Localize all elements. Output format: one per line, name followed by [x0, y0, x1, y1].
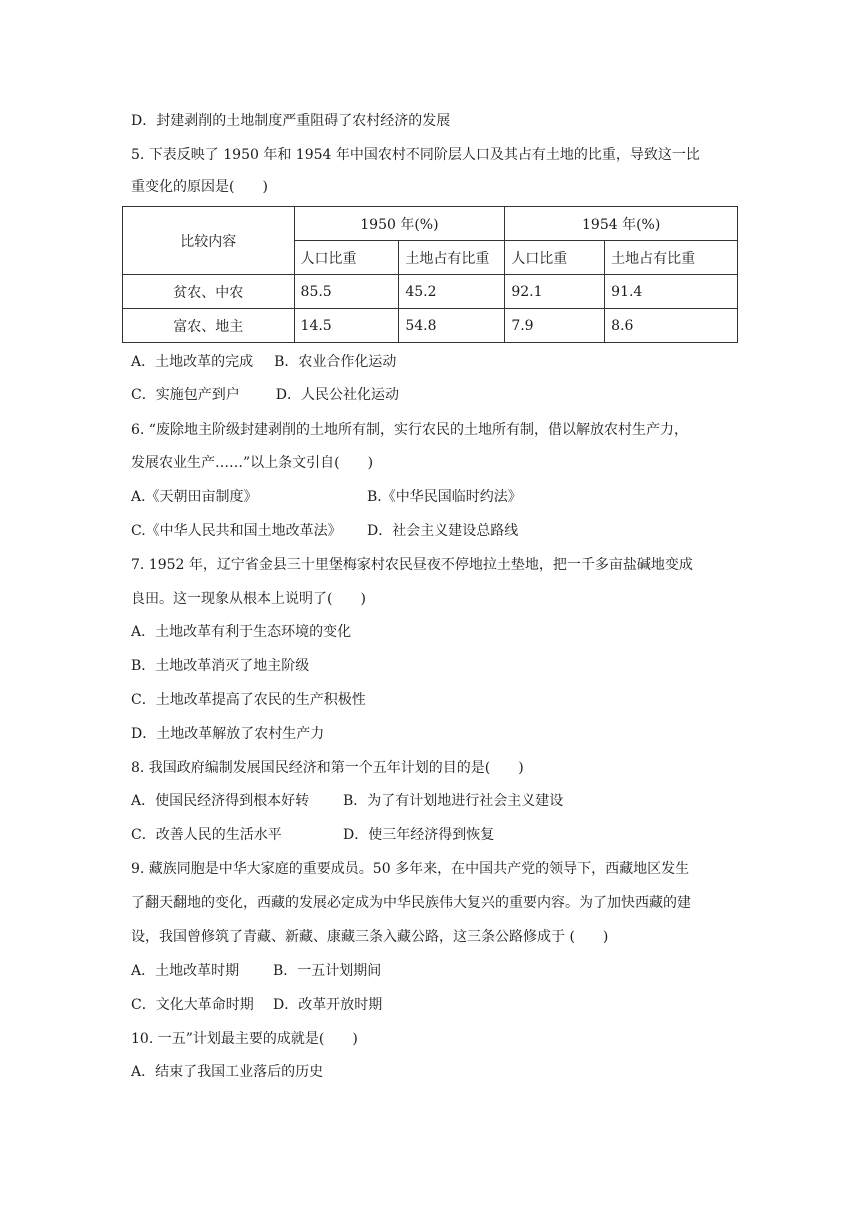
option-c: C．改善人民的生活水平 — [131, 827, 282, 843]
table-subheader: 人口比重 — [505, 241, 605, 275]
table-cell: 8.6 — [605, 309, 738, 343]
table-header-year: 1950 年(%) — [294, 207, 505, 241]
table-header-year: 1954 年(%) — [505, 207, 738, 241]
question-5-text: 5. 下表反映了 1950 年和 1954 年中国农村不同阶层人口及其占有土地的比重，导致这一比 — [131, 147, 700, 163]
option-a: A.《天朝田亩制度》 — [131, 489, 258, 505]
table-cell: 54.8 — [399, 309, 505, 343]
table-cell: 14.5 — [294, 309, 399, 343]
question-6-text-cont: 发展农业生产……”以上条文引自( ) — [131, 455, 374, 471]
option-b: B.《中华民国临时约法》 — [367, 489, 522, 505]
question-9-text-cont: 设，我国曾修筑了青藏、新藏、康藏三条入藏公路，这三条公路修成于 ( ) — [131, 929, 609, 945]
table-row — [123, 309, 738, 343]
option-d: D．使三年经济得到恢复 — [343, 827, 495, 843]
option-c: C．土地改革提高了农民的生产积极性 — [131, 692, 366, 708]
data-table — [122, 206, 738, 343]
option-row — [131, 487, 522, 507]
question-8-text: 8. 我国政府编制发展国民经济和第一个五年计划的目的是( ) — [131, 760, 524, 776]
option-row — [131, 825, 494, 845]
table-cell: 92.1 — [505, 275, 605, 309]
option-b: B．一五计划期间 — [273, 963, 382, 979]
table-row-label: 富农、地主 — [123, 309, 295, 343]
option-row — [131, 385, 399, 405]
table-row — [123, 275, 738, 309]
option-a: A．土地改革时期 — [131, 963, 240, 979]
option-c: C.《中华人民共和国土地改革法》 — [131, 523, 342, 539]
question-10-text: 10. 一五”计划最主要的成就是( ) — [131, 1031, 358, 1047]
option-row — [131, 995, 382, 1015]
question-9-text-cont: 了翻天翻地的变化，西藏的发展必定成为中华民族伟大复兴的重要内容。为了加快西藏的建 — [131, 895, 691, 911]
option-a: A．结束了我国工业落后的历史 — [131, 1064, 324, 1080]
option-row — [131, 521, 518, 541]
question-7-text-cont: 良田。这一现象从根本上说明了( ) — [131, 591, 366, 607]
table-subheader: 人口比重 — [294, 241, 399, 275]
table-cell: 85.5 — [294, 275, 399, 309]
table-cell: 45.2 — [399, 275, 505, 309]
table-row-label: 贫农、中农 — [123, 275, 295, 309]
option-b: B．为了有计划地进行社会主义建设 — [343, 793, 564, 809]
option-a: A．土地改革有利于生态环境的变化 — [131, 624, 352, 640]
option-row — [131, 961, 381, 981]
option-d: D．土地改革解放了农村生产力 — [131, 726, 325, 742]
option-d: D．人民公社化运动 — [275, 387, 399, 403]
option-c: C．实施包产到户 — [131, 387, 240, 403]
option-a: A．使国民经济得到根本好转 — [131, 793, 310, 809]
question-6-text: 6. “废除地主阶级封建剥削的土地所有制，实行农民的土地所有制，借以解放农村生产力， — [131, 422, 688, 438]
option-c: C．文化大革命时期 — [131, 997, 254, 1013]
option-row — [131, 791, 563, 811]
option-d: D．社会主义建设总路线 — [367, 523, 519, 539]
option-line: D．封建剥削的土地制度严重阻碍了农村经济的发展 — [131, 113, 451, 129]
table-header-item: 比较内容 — [123, 207, 295, 275]
question-5-text-cont: 重变化的原因是( ) — [131, 179, 268, 195]
table-subheader: 土地占有比重 — [605, 241, 738, 275]
table-cell: 7.9 — [505, 309, 605, 343]
option-b: B．农业合作化运动 — [274, 354, 397, 370]
table-cell: 91.4 — [605, 275, 738, 309]
option-a: A．土地改革的完成 — [131, 354, 254, 370]
table-subheader: 土地占有比重 — [399, 241, 505, 275]
option-d: D．改革开放时期 — [273, 997, 383, 1013]
question-7-text: 7. 1952 年，辽宁省金县三十里堡梅家村农民昼夜不停地拉土垫地，把一千多亩盐碱地变成 — [131, 557, 693, 573]
option-b: B．土地改革消灭了地主阶级 — [131, 658, 310, 674]
option-row — [131, 352, 396, 372]
question-9-text: 9. 藏族同胞是中华大家庭的重要成员。50 多年来，在中国共产党的领导下，西藏地区发生 — [131, 861, 690, 877]
